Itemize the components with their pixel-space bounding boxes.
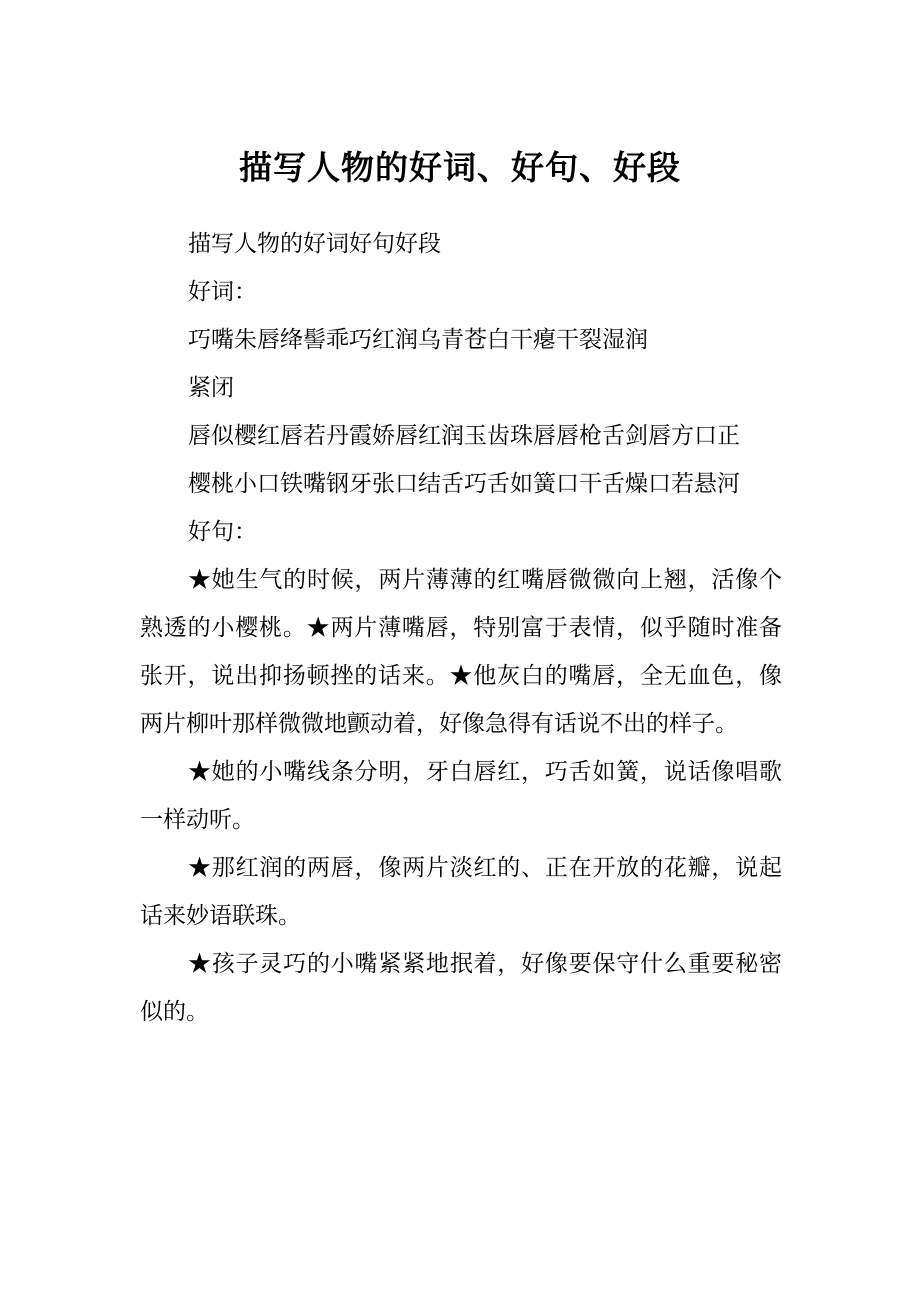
paragraph-sentences-1: ★她生气的时候，两片薄薄的红嘴唇微微向上翘，活像个熟透的小樱桃。★两片薄嘴唇，特别富于表情，似乎随时准备张开，说出抑扬顿挫的话来。★他灰白的嘴唇，全无血色，像两片柳叶那样微微地颤动着，好像急得有话说不出的样子。 [140,567,782,737]
paragraph-sentences-4: ★孩子灵巧的小嘴紧紧地抿着，好像要保守什么重要秘密似的。 [140,951,782,1025]
paragraph-words-line-4: 樱桃小口铁嘴钢牙张口结舌巧舌如簧口干舌燥口若悬河 [188,471,740,497]
paragraph-subtitle: 描写人物的好词好句好段 [188,231,441,257]
paragraph-words-line-3: 唇似樱红唇若丹霞娇唇红润玉齿珠唇唇枪舌剑唇方口正 [188,423,740,449]
document-title: 描写人物的好词、好句、好段 [239,148,681,187]
document-body [140,220,782,1036]
paragraph-sentences-2: ★她的小嘴线条分明，牙白唇红，巧舌如簧，说话像唱歌一样动听。 [140,759,782,833]
paragraph-words-line-2: 紧闭 [188,375,234,401]
paragraph-good-words-heading: 好词： [188,279,257,305]
paragraph-words-line-1: 巧嘴朱唇绛髻乖巧红润乌青苍白干瘪干裂湿润 [188,327,648,353]
paragraph-good-sentences-heading: 好句： [188,519,257,545]
paragraph-sentences-3: ★那红润的两唇，像两片淡红的、正在开放的花瓣，说起话来妙语联珠。 [140,855,782,929]
